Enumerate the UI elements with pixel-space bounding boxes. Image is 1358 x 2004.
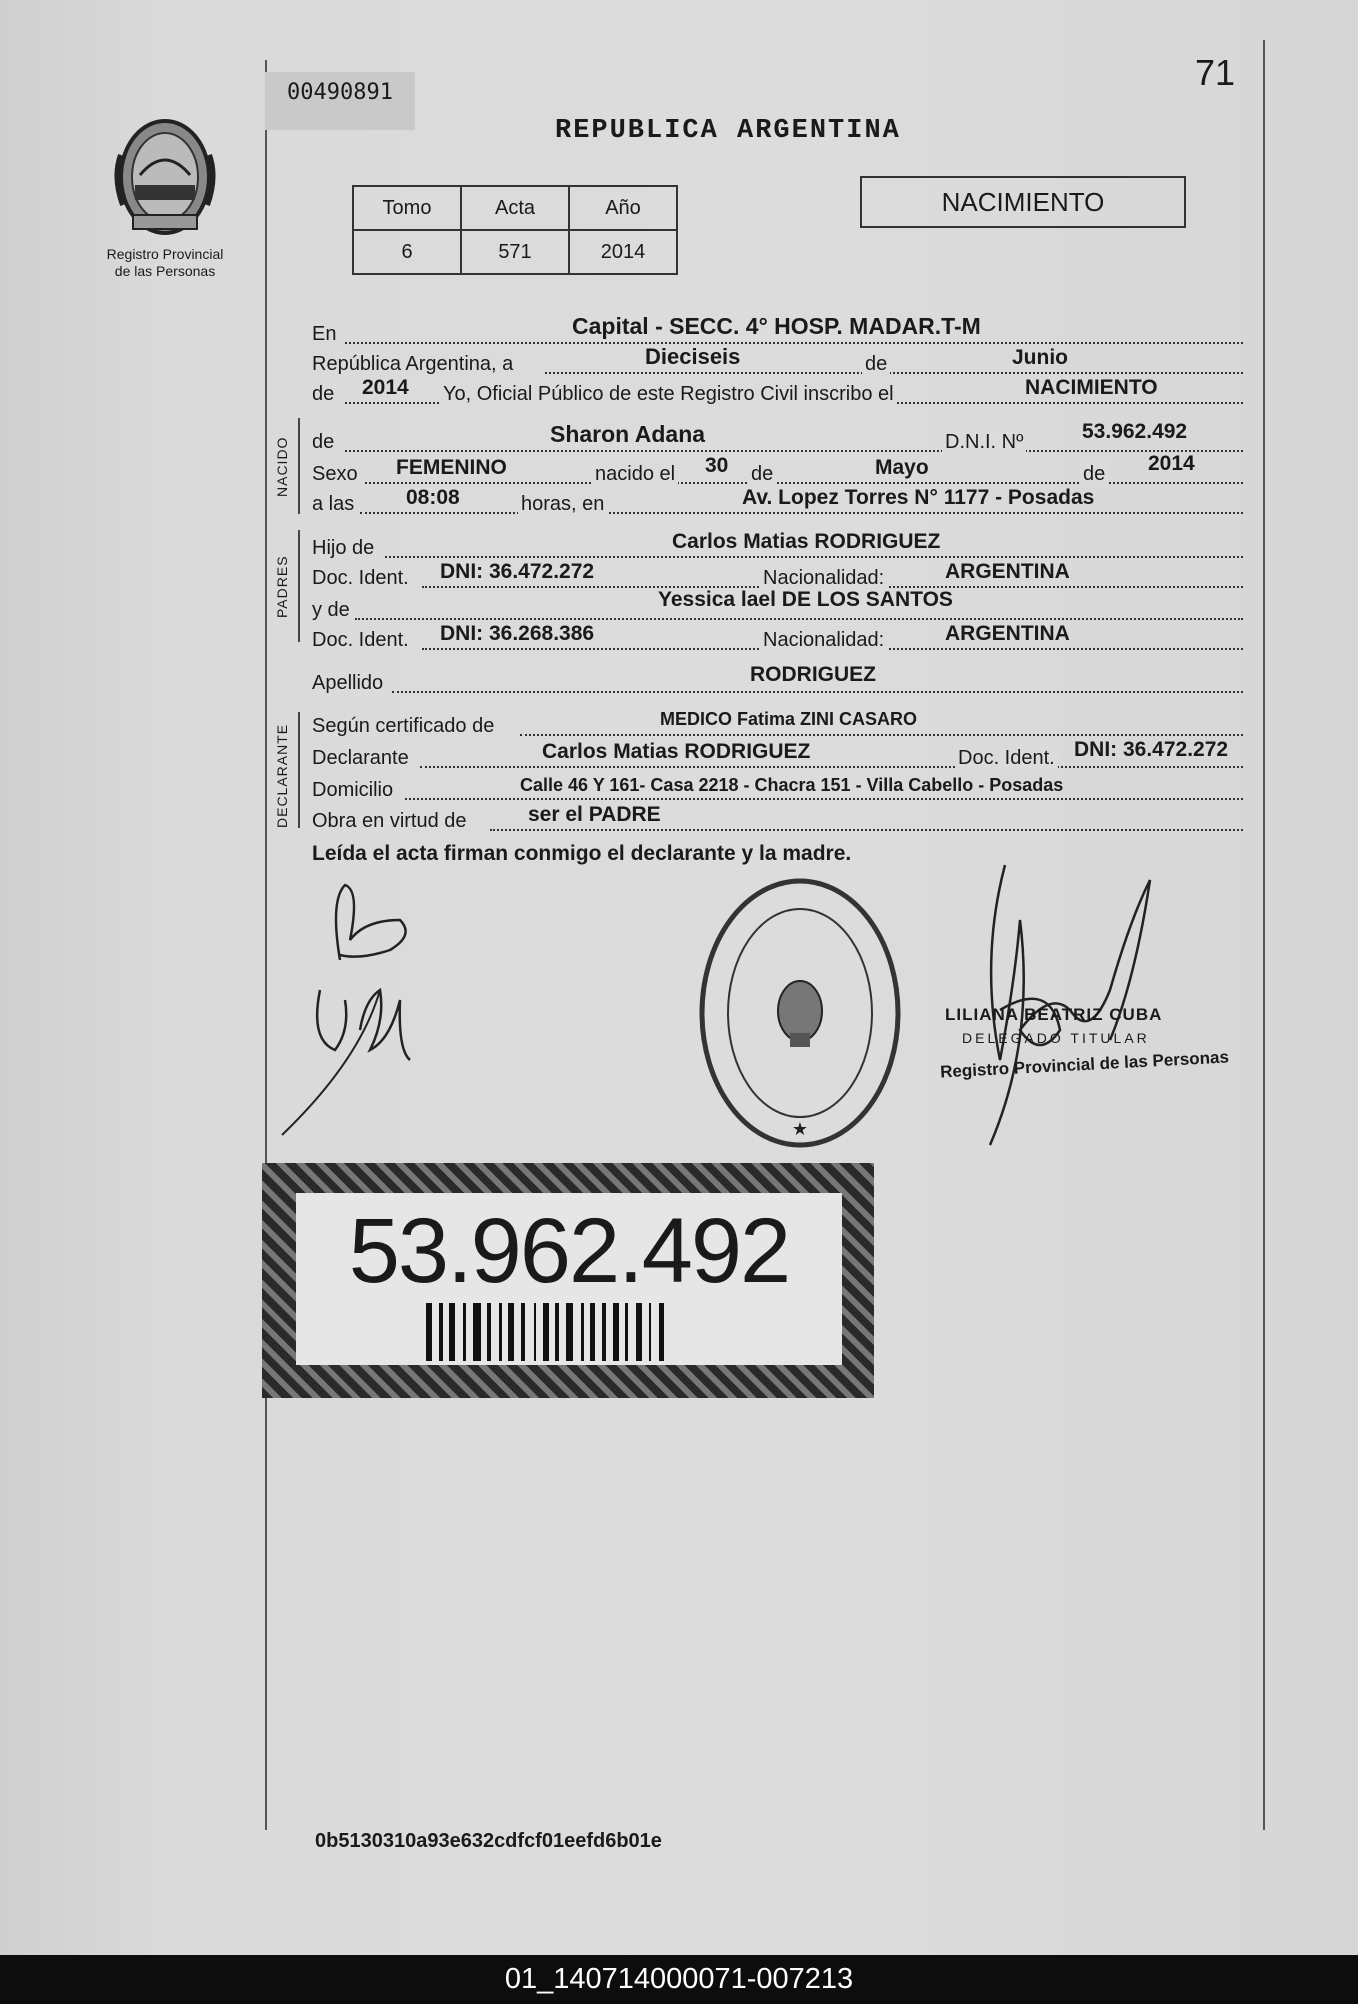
- closing-statement: Leída el acta firman conmigo el declarante y la madre.: [312, 842, 852, 865]
- father-line: [310, 530, 1243, 560]
- official-org: Registro Provincial de las Personas: [939, 1047, 1230, 1082]
- dotted-line: [520, 734, 1243, 736]
- domicilio-label: Domicilio: [312, 779, 394, 801]
- republica-label: República Argentina, a: [312, 353, 514, 375]
- father-name: Carlos Matias RODRIGUEZ: [672, 530, 941, 553]
- event-value: NACIMIENTO: [1025, 376, 1158, 399]
- birth-year: 2014: [1148, 452, 1195, 475]
- name-line: [310, 420, 1243, 454]
- hijo-label: Hijo de: [312, 537, 375, 559]
- child-name: Sharon Adana: [550, 421, 706, 447]
- header-tomo: Tomo: [353, 186, 461, 230]
- doc-label: Doc. Ident.: [955, 747, 1058, 770]
- cert-line: [310, 708, 1243, 738]
- document-hash: 0b5130310a93e632cdfcf01eefd6b01e: [315, 1830, 662, 1852]
- right-margin-line: [1263, 40, 1265, 1830]
- declarante-doc: DNI: 36.472.272: [1074, 738, 1229, 761]
- doc-label: Doc. Ident.: [312, 567, 409, 589]
- serial-number: 00490891: [265, 72, 415, 130]
- declarante-section-label: DECLARANTE: [274, 723, 290, 828]
- domicilio-line: [310, 772, 1243, 802]
- father-doc-line: [310, 560, 1243, 590]
- inscribo-text: Yo, Oficial Público de este Registro Civil inscribo el: [440, 383, 897, 406]
- de-label: de: [748, 463, 776, 486]
- de-label: de: [312, 431, 335, 453]
- left-margin-line: [265, 60, 267, 1830]
- dotted-line: [345, 342, 1243, 344]
- dotted-line: [405, 798, 1243, 800]
- dotted-line: [355, 618, 1243, 620]
- document-title: REPUBLICA ARGENTINA: [555, 116, 901, 146]
- place-value: Capital - SECC. 4° HOSP. MADAR.T-M: [572, 313, 981, 339]
- birth-day: 30: [705, 454, 729, 477]
- child-dni: 53.962.492: [1082, 420, 1188, 443]
- declarante-line: [310, 740, 1243, 770]
- de-label: de: [862, 353, 890, 376]
- province-seal-icon: [105, 115, 225, 240]
- alas-label: a las: [312, 493, 355, 515]
- declarante-bracket: [298, 712, 300, 828]
- cert-label: Según certificado de: [312, 715, 495, 737]
- mother-nationality: ARGENTINA: [945, 622, 1070, 645]
- dotted-line: [490, 829, 1243, 831]
- birth-time: 08:08: [406, 486, 460, 509]
- horas-label: horas, en: [518, 493, 607, 516]
- padres-bracket: [298, 530, 300, 642]
- month-value: Junio: [1012, 346, 1068, 369]
- apellido-line: [310, 665, 1243, 695]
- nacido-bracket: [298, 418, 300, 514]
- nacionalidad-label: Nacionalidad:: [760, 567, 887, 590]
- day-value: Dieciseis: [645, 344, 741, 369]
- svg-text:★: ★: [791, 1119, 809, 1139]
- date-line: [310, 346, 1243, 376]
- apellido-value: RODRIGUEZ: [750, 663, 876, 686]
- cert-value: MEDICO Fatima ZINI CASARO: [660, 709, 918, 729]
- mother-line: [310, 588, 1243, 622]
- doc-label: Doc. Ident.: [312, 629, 409, 651]
- hora-line: [310, 486, 1243, 516]
- value-acta: 571: [461, 230, 569, 274]
- mother-name: Yessica lael DE LOS SANTOS: [658, 588, 953, 611]
- en-label: En: [312, 323, 337, 345]
- obra-label: Obra en virtud de: [312, 810, 467, 832]
- nacionalidad-label: Nacionalidad:: [760, 629, 887, 652]
- official-name: LILIANA BEATRIZ CUBA: [945, 1005, 1163, 1024]
- dotted-line: [420, 766, 1243, 768]
- de-label: de: [312, 383, 335, 405]
- header-acta: Acta: [461, 186, 569, 230]
- sexo-value: FEMENINO: [396, 456, 507, 479]
- barcode-label: [296, 1193, 842, 1365]
- register-table: [352, 185, 678, 275]
- header-anio: Año: [569, 186, 677, 230]
- birth-place: Av. Lopez Torres N° 1177 - Posadas: [742, 486, 1095, 509]
- dotted-line: [360, 512, 1243, 514]
- mother-doc: DNI: 36.268.386: [440, 622, 595, 645]
- sexo-label: Sexo: [312, 463, 358, 485]
- registry-stamp: [695, 873, 905, 1153]
- registry-name: Registro Provincial de las Personas: [106, 246, 224, 279]
- dotted-line: [392, 691, 1243, 693]
- nacido-el-label: nacido el: [592, 463, 678, 486]
- obra-value: ser el PADRE: [528, 803, 661, 826]
- domicilio-value: Calle 46 Y 161- Casa 2218 - Chacra 151 - Villa Cabello - Posadas: [520, 775, 1064, 795]
- de-label: de: [1080, 463, 1108, 486]
- file-reference: 01_140714000071-007213: [0, 1955, 1358, 2004]
- mother-doc-line: [310, 622, 1243, 652]
- father-nationality: ARGENTINA: [945, 560, 1070, 583]
- padres-section-label: PADRES: [274, 555, 290, 618]
- declarante-value: Carlos Matias RODRIGUEZ: [542, 740, 811, 763]
- dotted-line: [385, 556, 1243, 558]
- inscribo-line: [310, 376, 1243, 406]
- place-line: [310, 313, 1243, 346]
- barcode-number: 53.962.492: [348, 1200, 790, 1302]
- declarante-label: Declarante: [312, 747, 409, 769]
- declarant-signature: [280, 880, 450, 1140]
- sexo-line: [310, 452, 1243, 486]
- obra-line: [310, 803, 1243, 833]
- birth-month: Mayo: [875, 456, 929, 479]
- dotted-line: [345, 450, 1243, 452]
- page-number: 71: [1195, 52, 1236, 93]
- father-doc: DNI: 36.472.272: [440, 560, 595, 583]
- value-anio: 2014: [569, 230, 677, 274]
- record-type: NACIMIENTO: [860, 176, 1186, 228]
- official-title: DELEGADO TITULAR: [962, 1030, 1150, 1046]
- dotted-line: [545, 372, 1243, 374]
- yde-label: y de: [312, 599, 350, 621]
- id-barcode-sticker: [262, 1163, 874, 1398]
- nacido-section-label: NACIDO: [274, 436, 290, 497]
- dni-label: D.N.I. Nº: [942, 431, 1026, 454]
- barcode-icon: [426, 1303, 786, 1361]
- apellido-label: Apellido: [312, 672, 384, 694]
- dotted-line: [365, 482, 1243, 484]
- year-value: 2014: [362, 376, 409, 399]
- value-tomo: 6: [353, 230, 461, 274]
